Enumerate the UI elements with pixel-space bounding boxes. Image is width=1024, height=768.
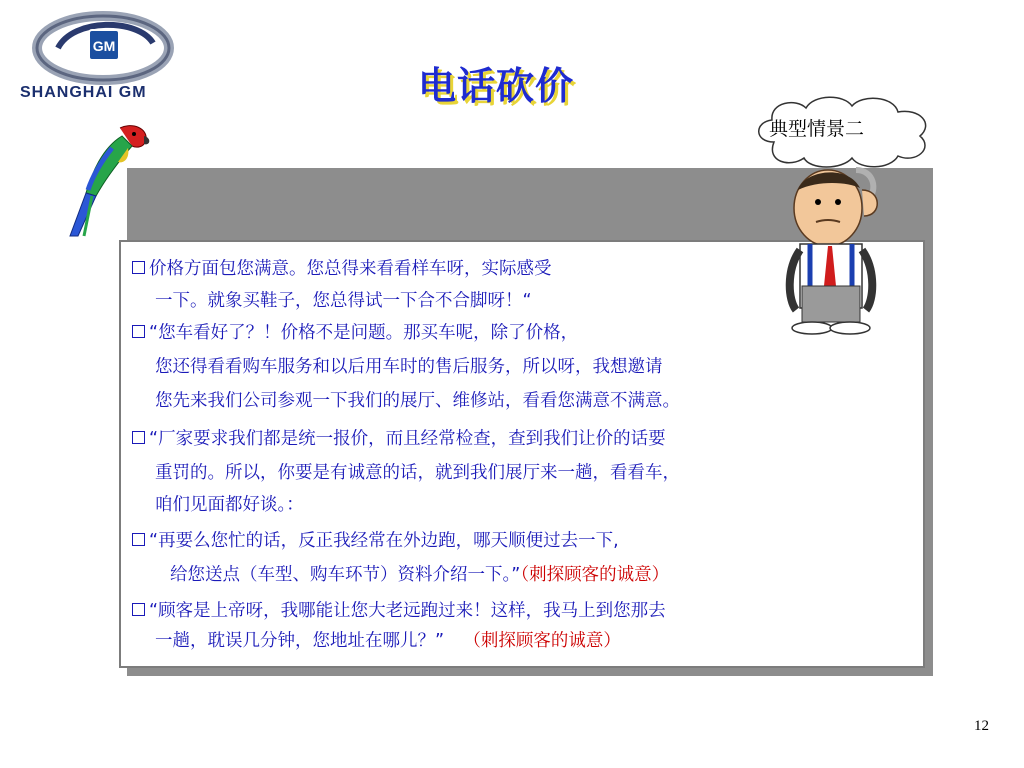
checkbox-icon [132,533,145,546]
probe-note: （刺探顾客的诚意） [520,565,670,585]
line-text: 价格方面包您满意。您总得来看看样车呀，实际感受 [149,259,552,279]
script-item-2-cont2: 您先来我们公司参观一下我们的展厅、维修站，看看您满意不满意。 [155,391,680,411]
script-item-3-cont: 重罚的。所以，你要是有诚意的话，就到我们展厅来一趟，看看车， [155,463,680,483]
probe-note: （刺探顾客的诚意） [472,631,621,651]
checkbox-icon [132,325,145,338]
script-item-3-cont2: 咱们见面都好谈。： [155,495,304,515]
script-item-2-cont: 您还得看看购车服务和以后用车时的售后服务，所以呀，我想邀请 [155,357,663,377]
line-text: 给您送点（车型、购车环节）资料介绍一下。” [170,565,521,585]
checkbox-icon [132,261,145,274]
script-item-4 [132,530,619,552]
line-text: “再要么您忙的话，反正我经常在外边跑，哪天顺便过去一下, [149,531,619,551]
script-item-2 [132,322,578,344]
script-item-4-cont [170,564,669,586]
script-item-5 [132,600,666,622]
script-item-1 [132,258,552,280]
logo-text: SHANGHAI GM [20,84,147,101]
checkbox-icon [132,431,145,444]
scenario-label: 典型情景二 [769,118,865,140]
logo-badge: GM [92,38,116,54]
page-number: 12 [974,718,989,734]
line-text: “顾客是上帝呀，我哪能让您大老远跑过来！这样，我马上到您那去 [149,601,666,621]
script-item-3 [132,428,666,450]
line-text: 一趟，耽误几分钟，您地址在哪儿？” [155,631,445,651]
script-item-1-cont: 一下。就象买鞋子，您总得试一下合不合脚呀！“ [155,291,532,311]
checkbox-icon [132,603,145,616]
line-text: “您车看好了？！价格不是问题。那买车呢，除了价格， [149,323,579,343]
line-text: “厂家要求我们都是统一报价，而且经常检查，查到我们让价的话要 [149,429,666,449]
worried-man-icon [778,160,910,336]
page-title: 电话砍价 [418,64,575,108]
script-item-5-cont [155,630,621,652]
